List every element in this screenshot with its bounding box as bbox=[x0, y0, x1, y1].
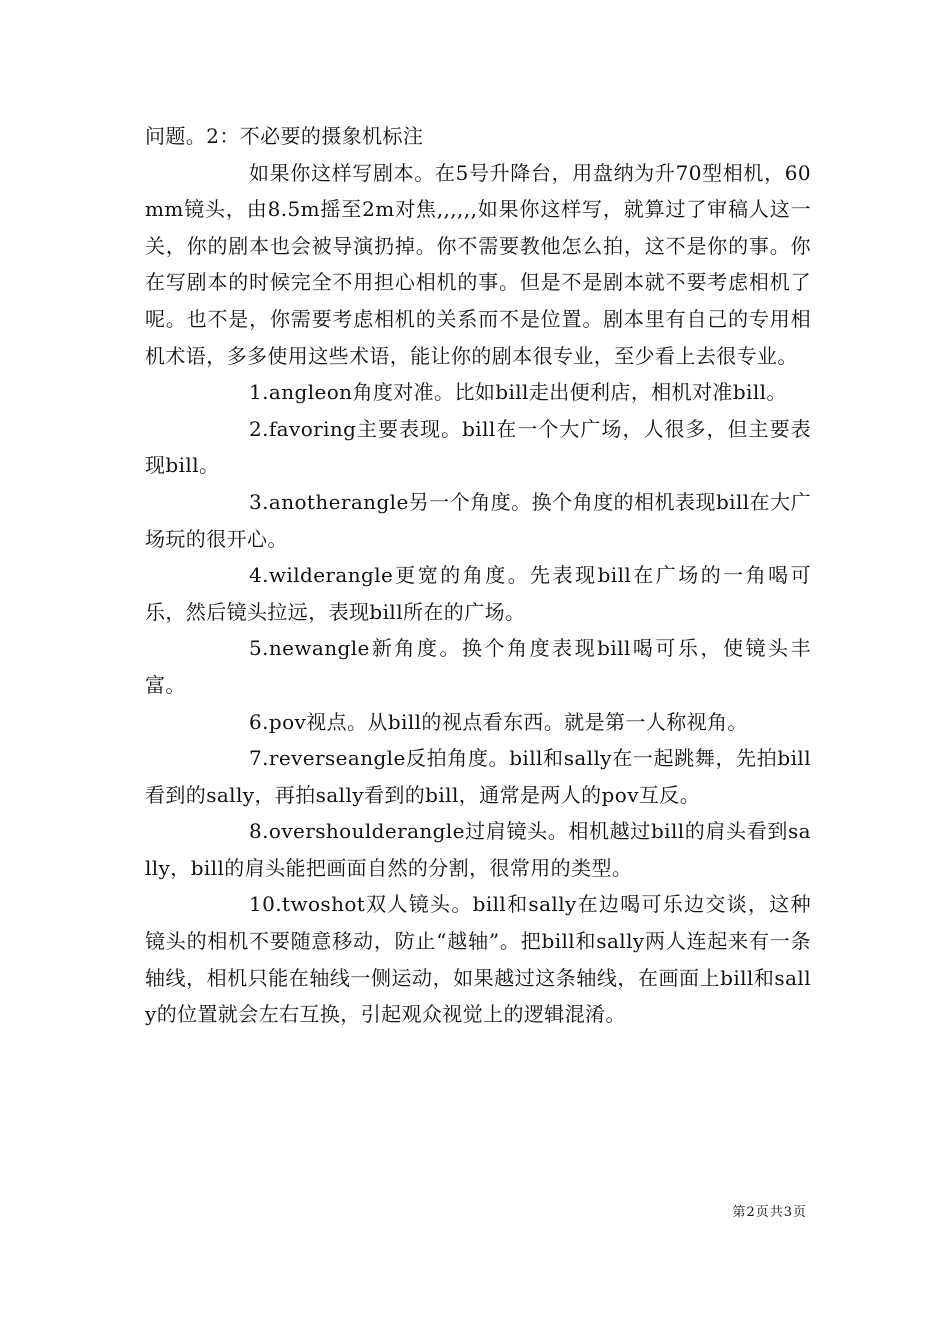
section-heading: 问题。2：不必要的摄象机标注 bbox=[145, 124, 424, 148]
term-reverse-angle: 7.reverseangle反拍角度。bill和sally在一起跳舞，先拍bill看到的sally，再拍sally看到的bill，通常是两人的pov互反。 bbox=[145, 746, 811, 807]
term-new-angle: 5.newangle新角度。换个角度表现bill喝可乐，使镜头丰富。 bbox=[145, 636, 811, 697]
page-number: 第2页共3页 bbox=[732, 1205, 807, 1220]
term-angle-on: 1.angleon角度对准。比如bill走出便利店，相机对准bill。 bbox=[249, 380, 787, 405]
term-two-shot: 10.twoshot双人镜头。bill和sally在边喝可乐边交谈，这种镜头的相机不要随意移动，防止“越轴”。把bill和sally两人连起来有一条轴线，相机只能在轴线一侧运动，如果越过这条轴线，在画面上bill和sally的位置就会左右互换，引起观众视觉上的逻辑混淆。 bbox=[145, 892, 811, 1027]
term-wider-angle: 4.wilderangle更宽的角度。先表现bill在广场的一角喝可乐，然后镜头拉远，表现bill所在的广场。 bbox=[145, 563, 811, 624]
term-another-angle: 3.anotherangle另一个角度。换个角度的相机表现bill在大广场玩的很开心。 bbox=[145, 489, 811, 551]
document-body bbox=[145, 118, 811, 1033]
term-favoring: 2.favoring主要表现。bill在一个大广场，人很多，但主要表现bill。 bbox=[145, 416, 811, 478]
intro-paragraph: 如果你这样写剧本。在5号升降台，用盘纳为升70型相机，60mm镜头，由8.5m摇至2m对焦,,,,,,如果你这样写，就算过了审稿人这一关，你的剧本也会被导演扔掉。你不需要教他怎么拍，这不是你的事。你在写剧本的时候完全不用担心相机的事。但是不是剧本就不要考虑相机了呢。也不是，你需要考虑相机的关系而不是位置。剧本里有自己的专用相机术语，多多使用这些术语，能让你的剧本很专业，至少看上去很专业。 bbox=[145, 160, 811, 368]
page-footer bbox=[0, 1205, 950, 1221]
term-over-shoulder-angle: 8.overshoulderangle过肩镜头。相机越过bill的肩头看到sally，bill的肩头能把画面自然的分割，很常用的类型。 bbox=[145, 819, 811, 880]
term-pov: 6.pov视点。从bill的视点看东西。就是第一人称视角。 bbox=[249, 709, 748, 734]
